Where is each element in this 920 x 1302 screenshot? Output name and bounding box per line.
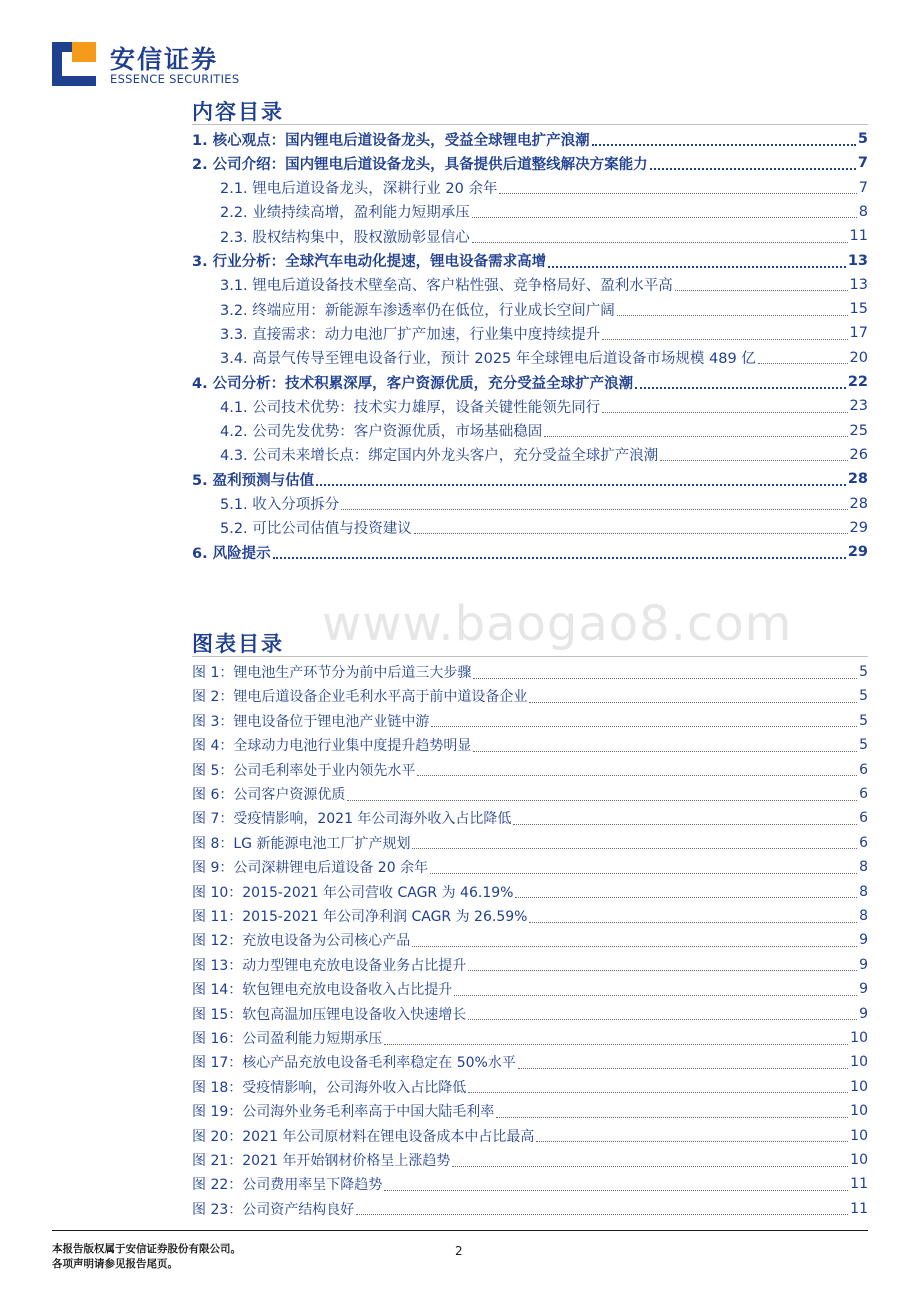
figure-entry[interactable] [192,832,868,854]
figure-entry[interactable] [192,661,868,683]
footer-rule [52,1230,868,1231]
toc-entry[interactable] [192,493,868,515]
figure-leader-dots [518,1056,848,1069]
figure-entry-title: 图 5：公司毛利率处于业内领先水平 [192,762,416,779]
toc-leader-dots [617,303,848,316]
figure-leader-dots [384,1032,848,1045]
figure-entry-page: 11 [850,1200,868,1217]
toc-entry-page: 15 [849,301,868,318]
toc-entry[interactable] [192,250,868,272]
figure-entry[interactable] [192,1149,868,1171]
toc-entry-title: 2.1. 锂电后道设备龙头，深耕行业 20 余年 [220,181,498,198]
toc-entry-page: 25 [849,422,868,439]
toc-entry-page: 28 [849,495,868,512]
figure-entry-page: 10 [850,1078,868,1095]
toc-leader-dots [592,132,856,146]
figure-leader-dots [412,836,857,849]
figure-entry[interactable] [192,1076,868,1098]
figure-entry-title: 图 16：公司盈利能力短期承压 [192,1031,383,1047]
figure-entry[interactable] [192,1173,868,1195]
toc-entry-page: 11 [849,228,868,245]
toc-entry-page: 29 [849,519,868,536]
figure-leader-dots [452,1154,848,1167]
toc-entry[interactable] [192,468,868,490]
toc-entry-page: 13 [849,276,868,293]
figure-entry-title: 图 6：公司客户资源优质 [192,787,346,803]
contents-title-rule [192,124,868,125]
figure-entry-title: 图 20：2021 年公司原材料在锂电设备成本中占比最高 [192,1128,535,1145]
toc-entry-title: 6. 风险提示 [192,545,271,562]
figure-leader-dots [473,739,857,752]
watermark: www.baogao8.com [322,596,793,652]
toc-entry-title: 1. 核心观点：国内锂电后道设备龙头，受益全球锂电扩产浪潮 [192,132,590,149]
figure-entry-title: 图 19：公司海外业务毛利率高于中国大陆毛利率 [192,1104,495,1121]
figure-entry-page: 8 [859,859,868,876]
brand-name-cn: 安信证券 [110,45,219,74]
toc-entry-page: 5 [857,131,868,147]
toc-leader-dots [635,375,846,389]
toc-entry-title: 4.2. 公司先发优势：客户资源优质，市场基础稳固 [220,424,543,441]
figure-entry-title: 图 15：软包高温加压锂电设备收入快速增长 [192,1006,467,1023]
figure-entry-title: 图 4：全球动力电池行业集中度提升趋势明显 [192,738,472,755]
toc-entry[interactable] [192,152,868,174]
figure-entry[interactable] [192,1100,868,1122]
figure-leader-dots [431,714,857,727]
footer-disclaimer: 各项声明请参见报告尾页。 [52,1258,178,1270]
figure-entry-page: 10 [850,1127,868,1144]
toc-leader-dots [660,448,847,461]
toc-entry[interactable] [192,274,868,296]
figure-entry-title: 图 17：核心产品充放电设备毛利率稳定在 50%水平 [192,1055,516,1072]
toc-leader-dots [544,424,847,437]
figure-entry-page: 5 [859,688,868,705]
figure-entry-page: 10 [850,1103,868,1120]
figure-entry[interactable] [192,1003,868,1025]
brand-logo-icon [52,42,96,86]
toc-leader-dots [548,254,846,268]
toc-entry-title: 3.2. 终端应用：新能源车渗透率仍在低位，行业成长空间广阔 [220,302,615,319]
figure-entry-title: 图 21：2021 年开始钢材价格呈上涨趋势 [192,1153,451,1169]
toc-leader-dots [414,521,848,534]
toc-entry[interactable] [192,371,868,393]
figure-entry[interactable] [192,783,868,805]
figure-entry[interactable] [192,734,868,756]
figure-entry-page: 8 [859,908,868,924]
figure-entry-title: 图 22：公司费用率呈下降趋势 [192,1177,383,1194]
contents-title: 内容目录 [192,100,284,124]
toc-entry[interactable] [192,541,868,563]
figure-leader-dots [468,1007,857,1020]
figure-entry-title: 图 8：LG 新能源电池工厂扩产规划 [192,835,411,852]
figure-leader-dots [468,958,857,971]
figure-entry[interactable] [192,856,868,878]
figure-leader-dots [468,1080,848,1093]
toc-leader-dots [273,545,846,559]
figures-title-rule [192,656,868,657]
toc-leader-dots [499,181,856,194]
toc-entry-page: 29 [847,544,868,561]
figure-entry-page: 6 [859,834,868,851]
figure-leader-dots [412,934,857,947]
figure-leader-dots [454,983,857,996]
figure-entry-title: 图 9：公司深耕锂电后道设备 20 余年 [192,860,429,877]
toc-entry-title: 5.2. 可比公司估值与投资建议 [220,521,412,538]
toc-entry[interactable] [192,347,868,369]
figure-leader-dots [513,812,857,825]
page-number: 2 [455,1244,463,1258]
toc-entry[interactable] [192,298,868,320]
figure-entry[interactable] [192,978,868,1000]
figure-entry[interactable] [192,1027,868,1049]
toc-entry-page: 17 [849,325,868,342]
figures-title: 图表目录 [192,632,284,656]
toc-entry[interactable] [192,128,868,150]
toc-entry-page: 22 [847,374,868,390]
toc-entry-title: 3.1. 锂电后道设备技术壁垒高、客户粘性强、竞争格局好、盈利水平高 [220,278,673,295]
figure-leader-dots [384,1178,848,1191]
figure-entry-title: 图 12：充放电设备为公司核心产品 [192,933,411,950]
footer-copyright: 本报告版权属于安信证券股份有限公司。 [52,1243,241,1255]
figure-entry-title: 图 7：受疫情影响，2021 年公司海外收入占比降低 [192,811,512,828]
toc-leader-dots [675,278,848,291]
toc-entry-title: 3. 行业分析：全球汽车电动化提速，锂电设备需求高增 [192,254,547,270]
toc-entry-title: 4. 公司分析：技术积累深厚，客户资源优质，充分受益全球扩产浪潮 [192,375,634,392]
toc-leader-dots [472,205,857,218]
figure-leader-dots [347,788,857,801]
figure-entry-page: 9 [859,956,868,973]
figure-entry-page: 10 [850,1054,868,1071]
toc-entry-title: 2.3. 股权结构集中，股权激励彰显信心 [220,229,470,246]
toc-entry[interactable] [192,517,868,539]
figure-entry[interactable] [192,807,868,829]
figure-entry[interactable] [192,905,868,927]
figure-leader-dots [536,1129,848,1142]
figure-entry-page: 10 [850,1152,868,1168]
figure-entry-page: 9 [859,1005,868,1022]
toc-entry-page: 13 [847,252,868,269]
toc-entry-title: 4.3. 公司未来增长点：绑定国内外龙头客户，充分受益全球扩产浪潮 [220,448,659,465]
figure-entry[interactable] [192,685,868,707]
toc-entry[interactable] [192,444,868,466]
figure-entry-title: 图 3：锂电设备位于锂电池产业链中游 [192,713,430,730]
figure-entry-page: 6 [859,786,868,802]
figure-entry-title: 图 1：锂电池生产环节分为前中后道三大步骤 [192,665,472,681]
toc-leader-dots [602,400,847,413]
figure-entry[interactable] [192,1051,868,1073]
figure-leader-dots [430,861,857,874]
figure-entry-title: 图 11：2015-2021 年公司净利润 CAGR 为 26.59% [192,909,528,925]
toc-leader-dots [650,156,856,170]
toc-leader-dots [758,351,848,364]
figure-entry-title: 图 18：受疫情影响，公司海外收入占比降低 [192,1079,467,1096]
toc-entry-title: 2.2. 业绩持续高增，盈利能力短期承压 [220,205,470,222]
toc-entry-title: 5. 盈利预测与估值 [192,472,315,489]
figure-entry[interactable] [192,759,868,781]
figure-leader-dots [417,763,857,776]
toc-entry[interactable] [192,225,868,247]
figure-leader-dots [473,666,857,679]
brand-header [52,38,352,94]
figure-entry[interactable] [192,929,868,951]
figure-leader-dots [496,1105,848,1118]
toc-entry[interactable] [192,201,868,223]
figure-entry-title: 图 13：动力型锂电充放电设备业务占比提升 [192,957,467,974]
figure-leader-dots [356,1202,848,1215]
toc-leader-dots [602,327,847,340]
brand-name-en: ESSENCE SECURITIES [110,72,240,86]
figure-entry-page: 5 [859,737,868,754]
figure-entry[interactable] [192,1198,868,1220]
toc-entry-page: 8 [858,203,868,220]
figure-entry-page: 6 [859,761,868,778]
figure-entry[interactable] [192,954,868,976]
toc-entry-title: 3.4. 高景气传导至锂电设备行业，预计 2025 年全球锂电后道设备市场规模 489 亿 [220,351,756,368]
toc-leader-dots [472,230,848,243]
toc-entry-page: 20 [849,349,868,366]
toc-entry[interactable] [192,177,868,199]
figure-entry[interactable] [192,710,868,732]
figure-leader-dots [515,885,857,898]
toc-entry-page: 26 [849,446,868,463]
figure-leader-dots [529,690,857,703]
toc-entry[interactable] [192,322,868,344]
toc-entry-title: 3.3. 直接需求：动力电池厂扩产加速，行业集中度持续提升 [220,326,601,343]
toc-entry-page: 7 [858,179,868,196]
figure-entry-title: 图 2：锂电后道设备企业毛利水平高于前中道设备企业 [192,689,528,706]
toc-entry-page: 28 [847,471,868,488]
figure-leader-dots [529,910,857,923]
toc-entry-title: 2. 公司介绍：国内锂电后道设备龙头，具备提供后道整线解决方案能力 [192,156,648,173]
toc-entry[interactable] [192,420,868,442]
toc-entry-page: 23 [849,398,868,415]
figure-entry-page: 8 [859,883,868,900]
figure-entry[interactable] [192,1125,868,1147]
figure-entry-page: 5 [859,664,868,680]
figure-entry-title: 图 10：2015-2021 年公司营收 CAGR 为 46.19% [192,884,514,901]
toc-entry-page: 7 [857,155,868,172]
figure-entry-page: 6 [859,810,868,827]
figure-entry-page: 9 [859,932,868,949]
figure-entry-page: 10 [850,1030,868,1046]
figure-entry-page: 9 [859,981,868,998]
toc-leader-dots [316,472,846,486]
figure-entry-page: 11 [850,1176,868,1193]
toc-leader-dots [341,497,847,510]
figure-entry-page: 5 [859,712,868,729]
figure-entry[interactable] [192,881,868,903]
toc-entry-title: 5.1. 收入分项拆分 [220,497,340,513]
toc-entry[interactable] [192,395,868,417]
figure-entry-title: 图 23：公司资产结构良好 [192,1201,355,1218]
figure-entry-title: 图 14：软包锂电充放电设备收入占比提升 [192,982,453,999]
toc-entry-title: 4.1. 公司技术优势：技术实力雄厚，设备关键性能领先同行 [220,399,601,416]
